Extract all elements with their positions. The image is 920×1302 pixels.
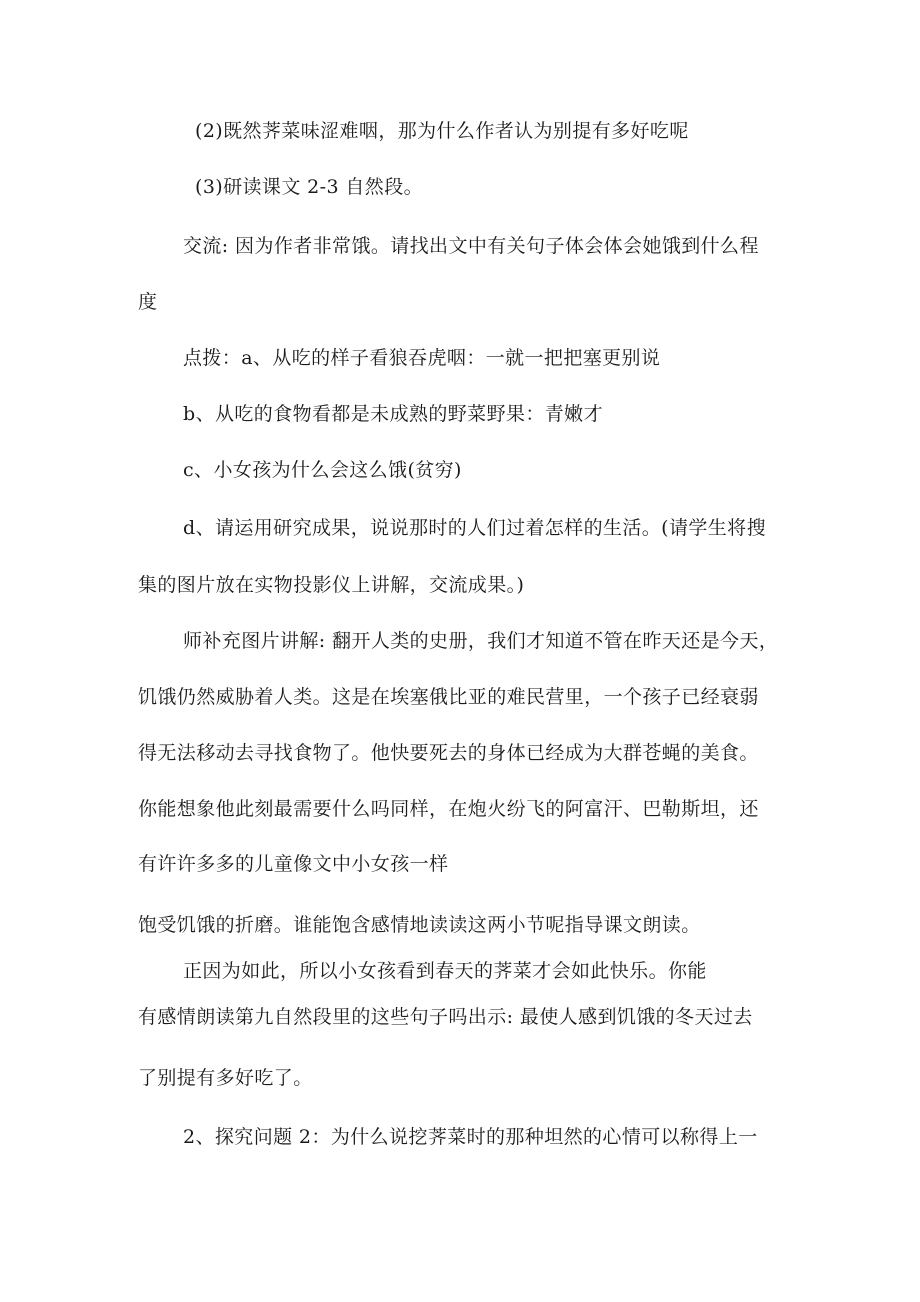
- text-line: 2、探究问题 2：为什么说挖荠菜时的那种坦然的心情可以称得上一: [183, 1126, 758, 1148]
- text-line: 交流: 因为作者非常饿。请找出文中有关句子体会体会她饿到什么程: [183, 235, 759, 257]
- text-line: (2)既然荠菜味涩难咽，那为什么作者认为别提有多好吃呢: [195, 120, 689, 142]
- text-line: 师补充图片讲解: 翻开人类的史册，我们才知道不管在昨天还是今天，: [183, 630, 779, 652]
- text-line: 有感情朗读第九自然段里的这些句子吗出示: 最使人感到饥饿的冬天过去: [138, 1006, 753, 1028]
- text-line: 了别提有多好吃了。: [138, 1067, 313, 1089]
- text-line: d、请运用研究成果，说说那时的人们过着怎样的生活。(请学生将搜: [183, 517, 766, 539]
- text-line: 你能想象他此刻最需要什么吗同样，在炮火纷飞的阿富汗、巴勒斯坦，还: [138, 798, 759, 820]
- text-line: 正因为如此，所以小女孩看到春天的荠菜才会如此快乐。你能: [183, 960, 707, 982]
- text-line: 点拨：a、从吃的样子看狼吞虎咽：一就一把把塞更别说: [183, 347, 661, 369]
- text-line: c、小女孩为什么会这么饿(贫穷): [183, 459, 462, 481]
- text-line: 得无法移动去寻找食物了。他快要死去的身体已经成为大群苍蝇的美食。: [138, 742, 759, 764]
- text-line: 度: [138, 291, 158, 313]
- text-line: (3)研读课文 2-3 自然段。: [195, 176, 423, 198]
- text-line: 饱受饥饿的折磨。谁能饱含感情地读读这两小节呢指导课文朗读。: [138, 914, 701, 936]
- text-line: 有许许多多的儿童像文中小女孩一样: [138, 853, 449, 875]
- text-line: b、从吃的食物看都是未成熟的野菜野果：青嫩才: [183, 403, 603, 425]
- text-line: 集的图片放在实物投影仪上讲解，交流成果。): [138, 574, 525, 596]
- text-line: 饥饿仍然威胁着人类。这是在埃塞俄比亚的难民营里，一个孩子已经衰弱: [138, 686, 759, 708]
